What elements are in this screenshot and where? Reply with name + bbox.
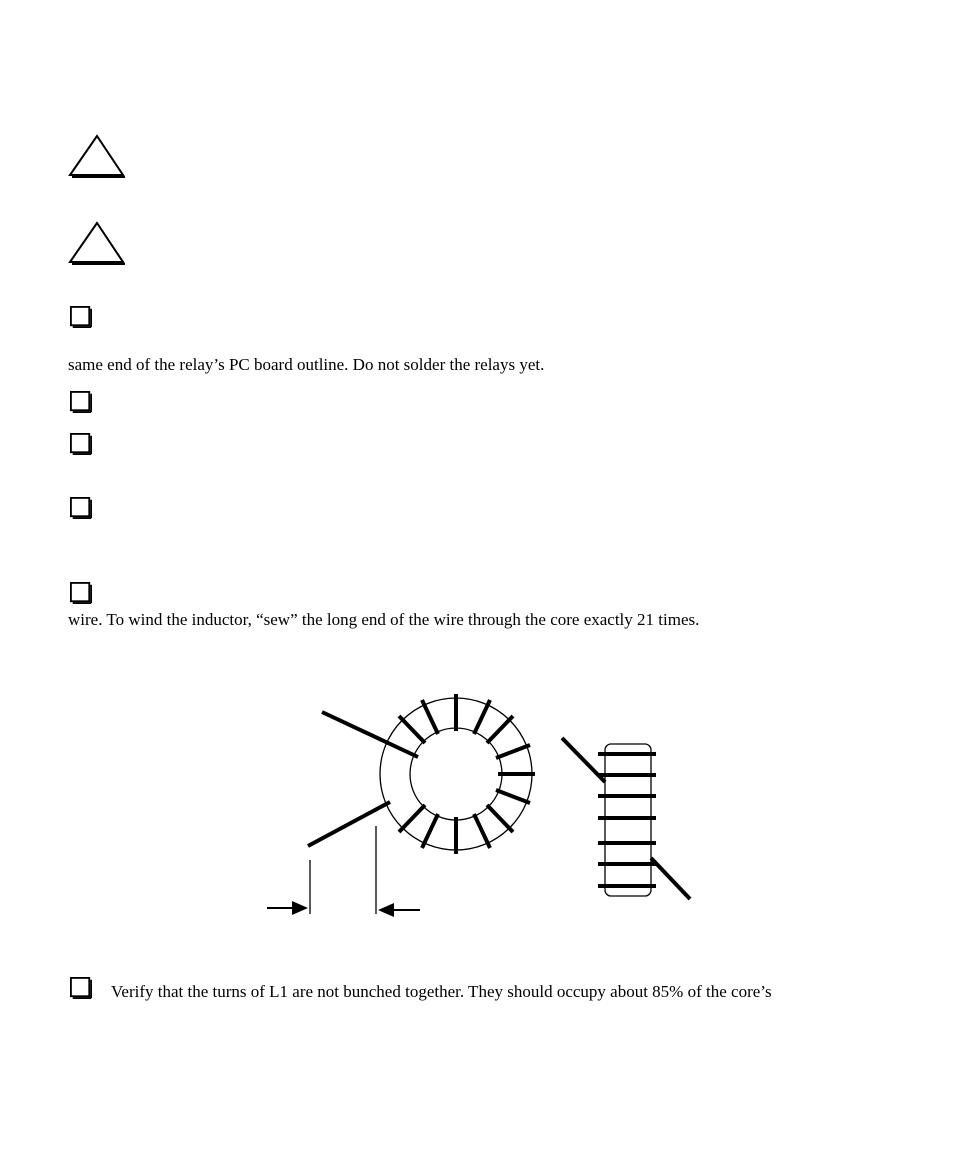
- step-relay-text: same end of the relay’s PC board outline. Do not solder the relays yet.: [68, 355, 545, 374]
- side-wire-lead-top: [562, 738, 605, 782]
- dimension-arrow-left: [267, 901, 308, 915]
- checkbox-icon[interactable]: [70, 433, 92, 455]
- step-wire-text: wire. To wind the inductor, “sew” the long end of the wire through the core exactly 21 times.: [68, 610, 700, 629]
- step-verify-text: Verify that the turns of L1 are not bunched together. They should occupy about 85% of the core’s: [111, 982, 772, 1001]
- checkbox-icon[interactable]: [70, 391, 92, 413]
- side-wire-lead-bottom: [651, 858, 690, 899]
- wire-lead-short: [308, 802, 390, 846]
- side-view-windings: [598, 754, 656, 886]
- warning-triangle-icon: [68, 134, 126, 180]
- toroid-windings: [399, 694, 535, 854]
- warning-triangle-icon: [68, 221, 126, 267]
- checkbox-icon[interactable]: [70, 582, 92, 604]
- checkbox-icon[interactable]: [70, 977, 92, 999]
- toroid-winding-diagram: [260, 685, 700, 920]
- checkbox-icon[interactable]: [70, 497, 92, 519]
- dimension-arrow-right: [378, 903, 420, 917]
- checkbox-icon[interactable]: [70, 306, 92, 328]
